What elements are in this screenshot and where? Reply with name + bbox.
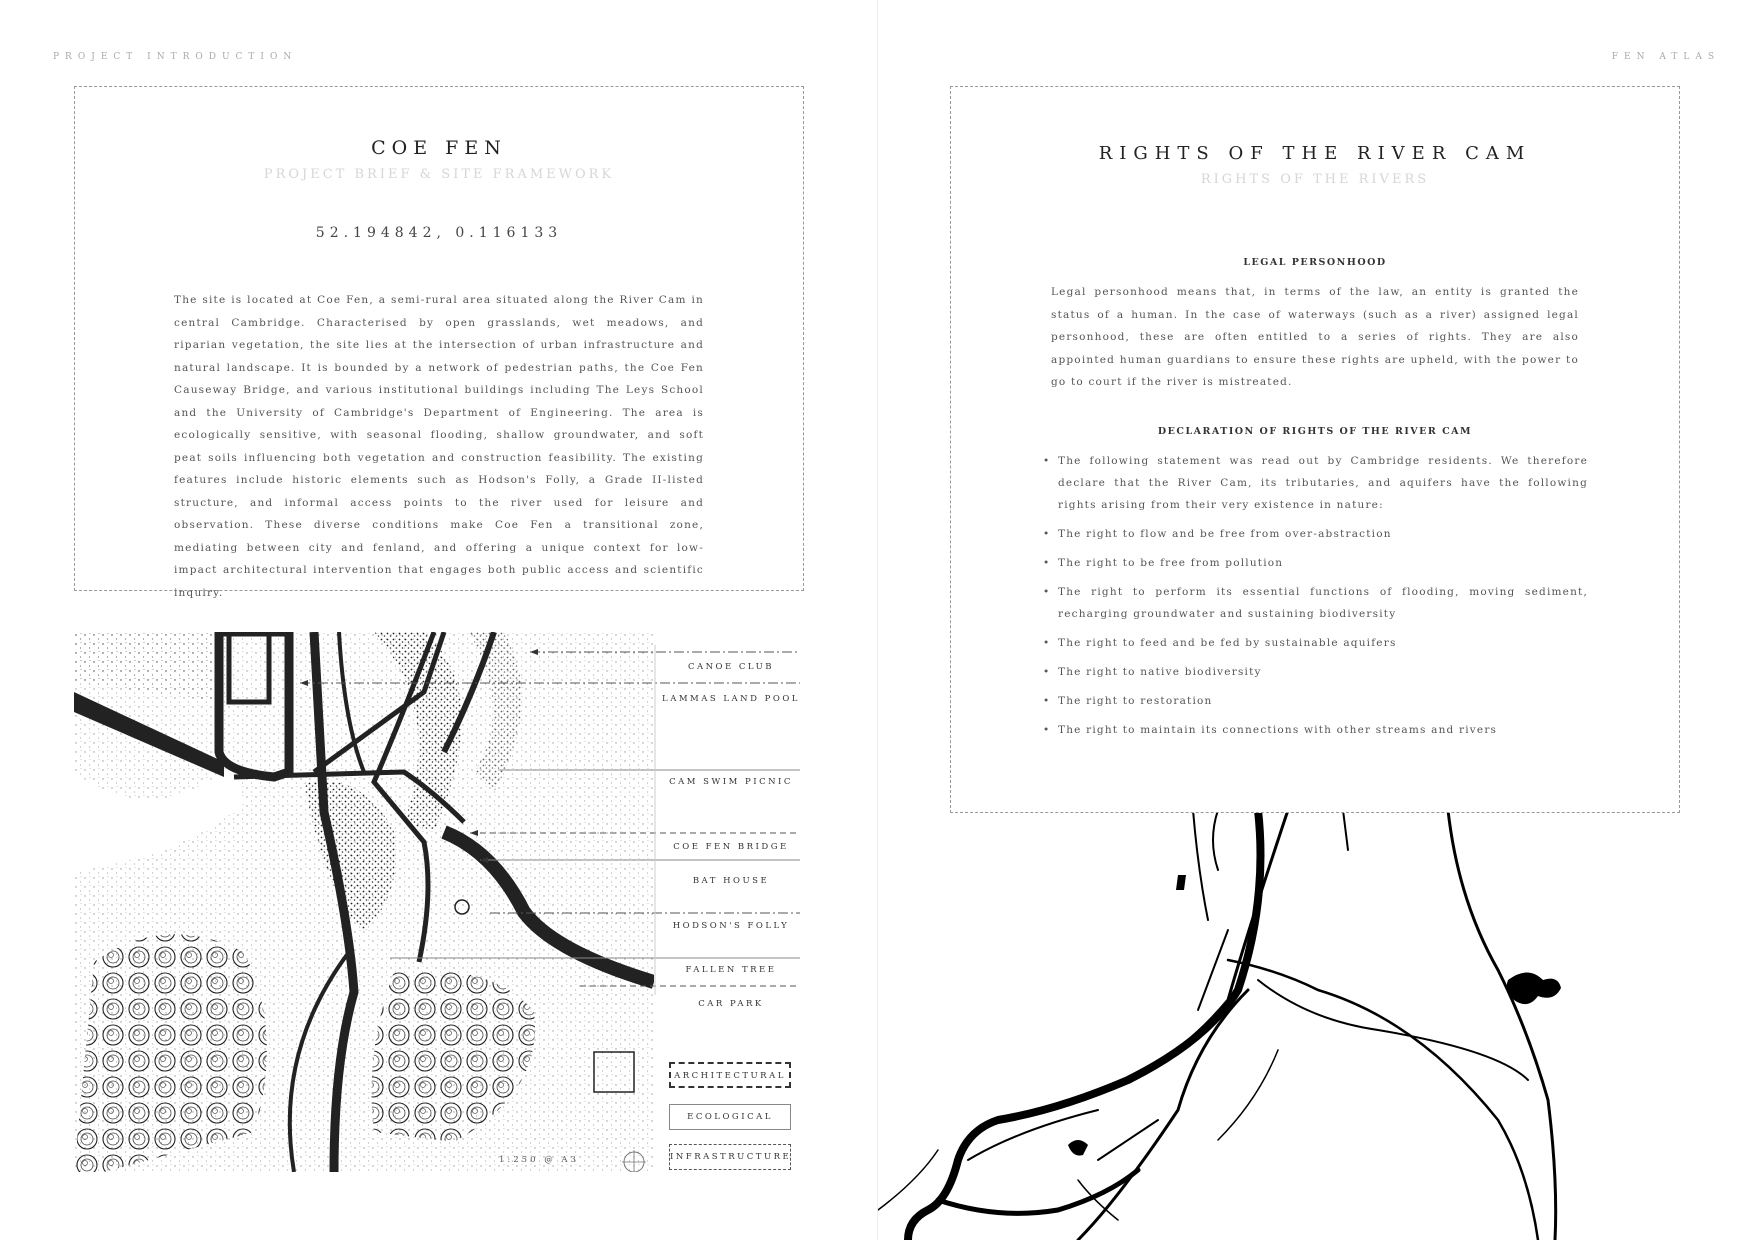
- key-ecological: ECOLOGICAL: [669, 1104, 791, 1130]
- river-cam-map: [878, 780, 1754, 1240]
- map-label-fallen-tree: FALLEN TREE: [685, 965, 777, 975]
- bullet-icon: •: [1043, 666, 1051, 678]
- rights-list-item: • The following statement was read out by Cambridge residents. We therefore declare that the River Cam, its tributaries, and aquifers have the following rights arising from their very existence in nature:: [1043, 450, 1588, 516]
- map-label-hodsons-folly: HODSON'S FOLLY: [672, 921, 790, 931]
- running-head-right: FEN ATLAS: [1611, 52, 1720, 62]
- map-legend-column: [657, 632, 805, 1172]
- map-label-car-park: CAR PARK: [698, 999, 764, 1009]
- scale-note: 1:250 @ A3: [499, 1155, 579, 1165]
- rights-list-item: • The right to restoration: [1043, 690, 1588, 712]
- running-head-left: PROJECT INTRODUCTION: [53, 52, 298, 62]
- rights-title: RIGHTS OF THE RIVER CAM: [1098, 143, 1532, 164]
- bullet-icon: •: [1043, 724, 1051, 736]
- map-label-lammas-land-pool: LAMMAS LAND POOL: [662, 694, 800, 704]
- legal-personhood-text: Legal personhood means that, in terms of the law, an entity is granted the status of a human. In the case of waterways (such as a river) assigned legal personhood, these are often entitled to a series of rights. They are also appointed human guardians to ensure these rights are upheld, with the power to go to court if the river is mistreated.: [1051, 286, 1579, 388]
- rights-frame: [950, 86, 1680, 813]
- right-page: [877, 0, 1754, 1240]
- rights-list: [1043, 450, 1588, 748]
- key-infrastructure: INFRASTRUCTURE: [669, 1144, 791, 1170]
- rights-list-item: • The right to be free from pollution: [1043, 552, 1588, 574]
- site-coordinates: 52.194842, 0.116133: [315, 225, 563, 241]
- bullet-icon: •: [1043, 557, 1051, 569]
- declaration-heading: DECLARATION OF RIGHTS OF THE RIVER CAM: [1157, 426, 1473, 437]
- rights-list-item: • The right to maintain its connections with other streams and rivers: [1043, 719, 1588, 741]
- map-label-cam-swim-picnic: CAM SWIM PICNIC: [669, 777, 793, 787]
- project-brief-frame: [74, 86, 804, 599]
- map-label-canoe-club: CANOE CLUB: [687, 662, 775, 672]
- map-label-coe-fen-bridge: COE FEN BRIDGE: [673, 842, 789, 852]
- page-title: COE FEN: [371, 137, 507, 159]
- site-description: The site is located at Coe Fen, a semi-rural area situated along the River Cam in central Cambridge. Characterised by open grasslands, wet meadows, and riparian vegetation, the site lies at the intersection of urban infrastructure and natural landscape. It is bounded by a network of pedestrian paths, the Coe Fen Causeway Bridge, and various institutional buildings including The Leys School and the University of Cambridge's Department of Engineering. The area is ecologically sensitive, with seasonal flooding, shallow groundwater, and soft peat soils influencing both vegetation and construction feasibility. The existing features include historic elements such as Hodson's Folly, a Grade II-listed structure, and informal access points to the river used for leisure and observation. These diverse conditions make Coe Fen a transitional zone, mediating between city and fenland, and offering a unique context for low-impact architectural intervention that engages both public access and scientific inquiry.: [174, 294, 704, 599]
- key-architectural: ARCHITECTURAL: [669, 1062, 791, 1088]
- bullet-icon: •: [1043, 528, 1051, 540]
- legal-personhood-heading: LEGAL PERSONHOOD: [1243, 257, 1387, 268]
- rights-subtitle: RIGHTS OF THE RIVERS: [1200, 172, 1430, 187]
- bullet-icon: •: [1043, 637, 1051, 649]
- bullet-icon: •: [1043, 695, 1051, 707]
- bullet-icon: •: [1043, 455, 1051, 467]
- rights-list-item: • The right to perform its essential functions of flooding, moving sediment, recharging groundwater and sustaining biodiversity: [1043, 581, 1588, 625]
- page-subtitle: PROJECT BRIEF & SITE FRAMEWORK: [263, 167, 615, 182]
- bullet-icon: •: [1043, 586, 1051, 598]
- map-label-bat-house: BAT HOUSE: [692, 876, 770, 886]
- rights-list-item: • The right to feed and be fed by sustainable aquifers: [1043, 632, 1588, 654]
- rights-list-item: • The right to flow and be free from over-abstraction: [1043, 523, 1588, 545]
- rights-list-item: • The right to native biodiversity: [1043, 661, 1588, 683]
